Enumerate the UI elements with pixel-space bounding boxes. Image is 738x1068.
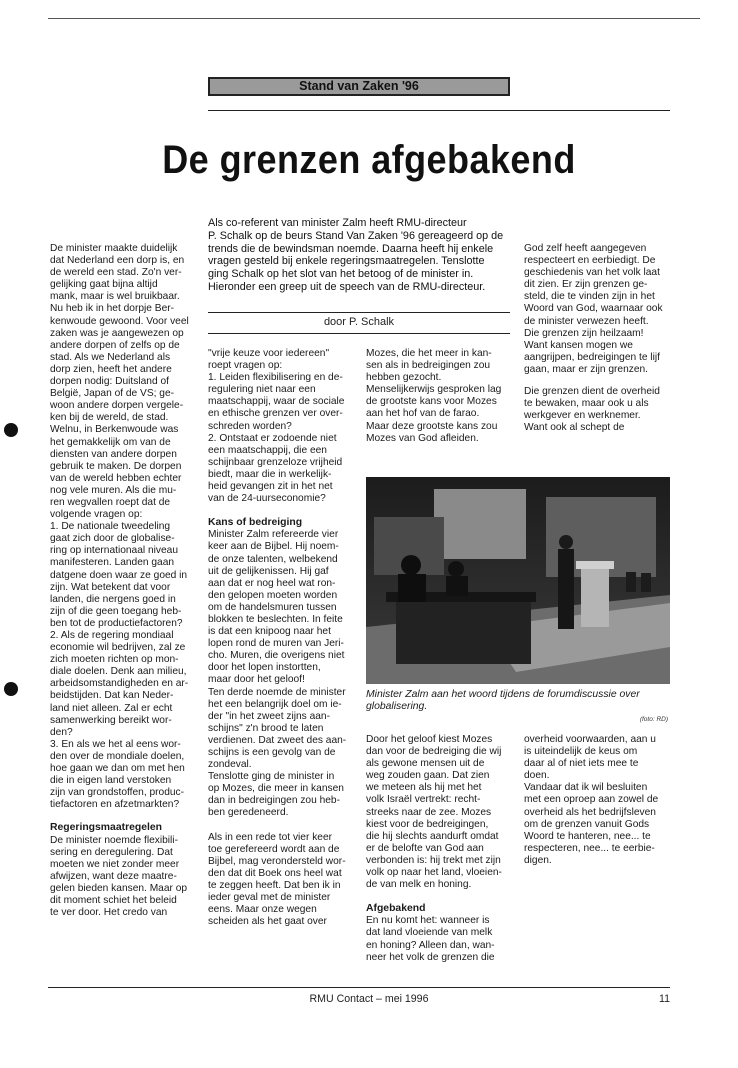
col4-paragraph-1: God zelf heeft aangegeven respecteert en eerbiedigt. De geschiedenis van het volk laat dit zien. Er zijn grenzen ge- steld, die te vinden zijn in het Woord van God, waarnaar ook de minister verwezen heeft. Die grenzen zijn heilzaam! Want kansen mogen we aangrijpen, bedreigingen te lijf gaan, maar er zijn grenzen. [524,243,663,375]
article-title: De grenzen afgebakend [162,138,576,182]
article-intro: Als co-referent van minister Zalm heeft RMU-directeur P. Schalk op de beurs Stand Van Zaken '96 gereageerd op de trends die de bewindsman noemde. Daarna heeft hij enkele vragen gesteld bij enkele regeringsmaatregelen. Tenslotte ging Schalk op het slot van het betoog of de minister in. Hieronder een greep uit de speech van de RMU-directeur. [208,217,504,293]
kicker-rule [208,110,670,111]
col3-paragraph-3: En nu komt het: wanneer is dat land vloeiende van melk en honing? Alleen dan, wan- neer het volk de grenzen die [366,915,495,963]
forum-photo [366,477,670,684]
column-3-top [366,348,516,445]
photo-credit: (foto: RD) [639,716,668,723]
col1-paragraph-2: De minister noemde flexibili- sering en deregulering. Dat moeten we niet zonder meer afwijzen, want deze maatre- gelen bieden kansen. Maar op dit moment schiet het beleid te ver door. Het credo van [50,834,188,919]
col3-paragraph-2: Door het geloof kiest Mozes dan voor de bedreiging die wij als gewone mensen uit de weg zouden gaan. Dat zien we meteen als hij met het volk Israël vertrekt: recht- streeks naar de zee. Mozes kiest voor de bedreigingen, die hij slechts aandurft omdat er de belofte van God aan verbonden is: hij trekt met zijn volk op naar het land, vloeien- de van melk en honing. [366,734,502,891]
column-2 [208,348,358,928]
byline: door P. Schalk [323,316,395,328]
photo-caption: Minister Zalm aan het woord tijdens de forumdiscussie over globalisering. [366,689,640,713]
col4-paragraph-2: Die grenzen dient de overheid te bewaken, maar ook u als werkgever en werknemer. Want ook al schept de [524,386,660,434]
col2-paragraph-1: "vrije keuze voor iedereen" roept vragen op: 1. Leiden flexibilisering en de- regulering niet naar een maatschappij, waar de sociale en ethische grenzen ver over- schreden worden? 2. Ontstaat er zodoende niet een maatschappij, die een schijnbaar grenzeloze vrijheid biedt, maar die in werkelijk- heid gevangen zit in het net van de 24-uurseconomie? [208,348,345,505]
col2-subheading: Kans of bedreiging [208,517,303,529]
col3-paragraph-1: Mozes, die het meer in kan- sen als in bedreigingen zou hebben gezocht. Menselijkerwijs gesproken lag de grootste kans voor Mozes aan het hof van de farao. Maar deze grootste kans zou Mozes van God afleiden. [366,348,502,444]
binder-hole-bottom [4,682,18,696]
byline-rule-top [208,312,510,313]
byline-rule-bottom [208,333,510,334]
column-3-bottom [366,734,516,964]
top-rule-left [48,18,700,19]
section-kicker: Stand van Zaken '96 [208,77,510,96]
footer-publication: RMU Contact – mei 1996 [309,993,429,1005]
column-4-bottom [524,734,674,867]
column-1 [50,243,200,919]
col2-paragraph-3: Als in een rede tot vier keer toe gerefereerd wordt aan de Bijbel, mag verondersteld wor- den dat dit Boek ons heel wat te zeggen heeft. Dat ben ik in ieder geval met de minister eens. Maar onze wegen scheiden als het gaat over [208,831,346,928]
col4-paragraph-3: overheid voorwaarden, aan u is uiteindelijk de keus om daar al of niet iets mee te doen. Vandaar dat ik wil besluiten met een oproep aan zowel de overheid als het bedrijfsleven om de grenzen vanuit Gods Woord te hanteren, nee... te respecteren, nee... te eerbie- digen. [524,734,659,866]
col1-paragraph-1: De minister maakte duidelijk dat Nederland een dorp is, en de wereld een stad. Zo'n ver- gelijking gaat bijna altijd mank, maar is wel bruikbaar. Nu heb ik in het dorpje Ber- kenwoude gewoond. Voor veel zaken was je aangewezen op andere dorpen of zelfs op de stad. Als we Nederland als dorp zien, heeft het andere dorpen nodig: Duitsland of België, Japan of de VS; ge- woon andere dorpen vergele- ken bij de wereld, de stad. Welnu, in Berkenwoude was het gemakkelijk om van de diensten van andere dorpen gebruik te maken. De dorpen van de wereld hebben echter nog vele muren. Als die mu- ren wegvallen roept dat de volgende vragen op: 1. De nationale tweedeling gaat zich door de globalise- ring op internationaal niveau manifesteren. Landen gaan datgene doen waar ze goed in zijn. Wat betekent dat voor landen, die nergens goed in zijn of die geen toegang heb- ben tot de productiefactoren? 2. Als de regering mondiaal economie wil bedrijven, zal ze zich moeten richten op mon- diale doelen. Denk aan milieu, arbeidsomstandigheden en ar- beidstijden. Dat kan Neder- land niet alleen. Zal er echt samenwerking bereikt wor- den? 3. En als we het al eens wor- den over de mondiale doelen, hoe gaan we dan om met hen die in eigen land verstoken zijn van grondstoffen, produc- tiefactoren en afzetmarkten? [50,243,189,811]
forum-photo-illustration [366,477,670,684]
col3-subheading: Afgebakend [366,903,426,915]
footer-page-number: 11 [659,993,670,1005]
col1-subheading: Regeringsmaatregelen [50,822,163,834]
col2-paragraph-2: Minister Zalm refereerde vier keer aan de Bijbel. Hij noem- de onze talenten, welbekend uit de gelijkenissen. Hij gaf aan dat er nog heel wat ron- den gelopen moeten worden om de handelsmuren tussen blokken te beslechten. In feite is dat een knipoog naar het lopen rond de muren van Jeri- cho. Muren, die overigens niet door het lopen instortten, maar door het geloof! Ten derde noemde de minister het een belangrijk doel om ie- der "in het zweet zijns aan- schijns" z'n brood te laten verdienen. Dat zweet des aan- schijns is een gevolg van de zondeval. Tenslotte ging de minister in op Mozes, die meer in kansen dan in bedreigingen zou heb- ben geredeneerd. [208,529,347,819]
footer-rule [48,987,670,988]
binder-hole-top [4,423,18,437]
column-4-top [524,243,674,434]
